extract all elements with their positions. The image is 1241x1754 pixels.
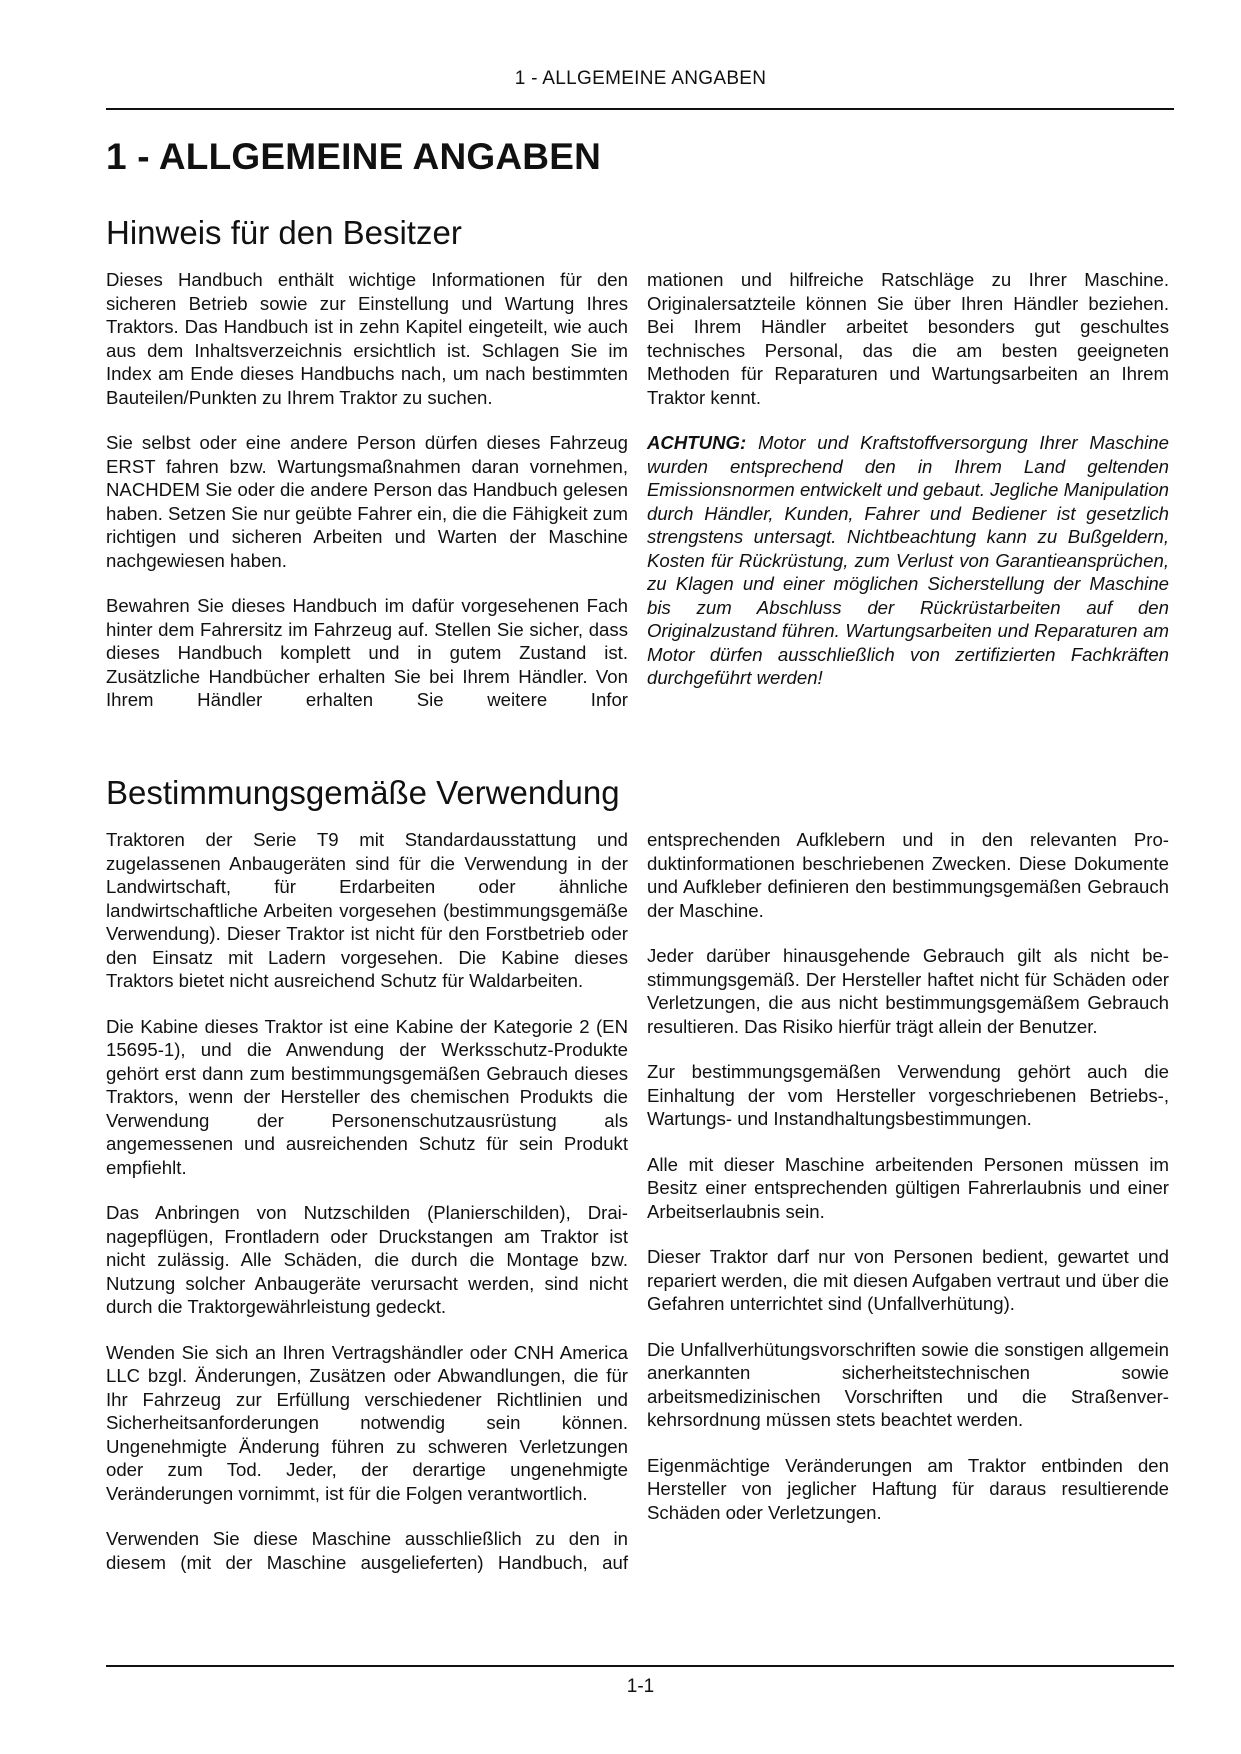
section-title-intended-use: Bestimmungsgemäße Verwendung <box>106 774 620 811</box>
warning-text: Motor und Kraftstoffversorgung Ihrer Maschine wurden entsprechend den in Ihrem Land geltenden Emissionsnormen entwickelt und gebaut. Jegliche Manipulation durch Händler, Kunden, Fahrer und Bediener ist gesetzlich strengstens untersagt. Nichtbeachtung kann zu Bußgeldern, Kosten für Rückrüstung, zum Verlust von Garantieansprüchen, zu Klagen und einer möglichen Sicherstellung der Maschine bis zum Abschluss der Rückrüstarbeiten auf den Originalzustand führen. Wartungsarbeiten und Reparaturen am Motor dürfen ausschließlich von zertifizierten Fachkräften durchgeführt werden! <box>647 432 1169 688</box>
paragraph: Alle mit dieser Maschine arbeitenden Personen müssen im Besitz einer entsprechenden gültigen Fahrerlaubnis und einer Arbeitserlaubnis sein. <box>647 1153 1169 1222</box>
paragraph: Eigenmächtige Veränderungen am Traktor entbinden den Hersteller von jeglicher Haftung für daraus resultierende Schäden oder Verletzungen. <box>647 1454 1169 1523</box>
page-number: 1-1 <box>626 1676 655 1697</box>
owner-notice-right-column <box>647 268 1169 712</box>
intended-use-right-column <box>647 828 1169 1546</box>
paragraph: Die Kabine dieses Traktor ist eine Kabine der Kategorie 2 (EN 15695-1), und die Anwendung der Werksschutz-Produkte gehört erst dann zum bestimmungsgemäßen Gebrauch dieses Traktors, wenn der Hersteller des chemischen Produkts die Verwendung der Personenschutzausrüstung als angemessenen und ausreichenden Schutz für sein Produkt empfiehlt. <box>106 1015 628 1178</box>
warning-label: ACHTUNG: <box>647 432 747 453</box>
intended-use-left-column <box>106 828 628 1596</box>
paragraph: Sie selbst oder eine andere Person dürfen dieses Fahrzeug ERST fahren bzw. Wartungsmaßnahmen daran vornehmen, NACHDEM Sie oder die andere Person das Handbuch gelesen haben. Setzen Sie nur geübte Fahrer ein, die die Fähigkeit zum richtigen und sicheren Arbeiten und Warten der Maschine nachgewiesen haben. <box>106 432 628 571</box>
paragraph: Dieses Handbuch enthält wichtige Informationen für den sicheren Betrieb sowie zur Einstellung und Wartung Ihres Traktors. Das Handbuch ist in zehn Kapitel eingeteilt, wie auch aus dem Inhaltsverzeichnis ersichtlich ist. Schlagen Sie im Index am Ende dieses Handbuchs nach, um nach bestimmten Bauteilen/Punkten zu Ihrem Traktor zu suchen. <box>106 269 628 408</box>
paragraph: Bewahren Sie dieses Handbuch im dafür vorgesehenen Fach hinter dem Fahrersitz im Fahrzeug auf. Stellen Sie sicher, dass dieses Handbuch komplett und in gutem Zustand ist. Zusätzliche Handbücher erhalten Sie bei Ihrem Händler. Von Ihrem Händler erhalten Sie weitere Infor <box>106 595 628 710</box>
paragraph: mationen und hilfreiche Ratschläge zu Ihrer Maschine. Originalersatzteile können Sie über Ihren Händler beziehen. Bei Ihrem Händler arbeitet besonders gut geschultes technisches Personal, das die am besten geeigneten Methoden für Reparaturen und Wartungsarbeiten an Ihrem Traktor kennt. <box>647 269 1169 408</box>
paragraph: Jeder darüber hinausgehende Gebrauch gilt als nicht bestimmungsgemäß. Der Hersteller haftet nicht für Schäden oder Verletzungen, die aus nicht bestimmungsgemäßem Gebrauch resultieren. Das Risiko hierfür trägt allein der Benutzer. <box>647 945 1169 1037</box>
owner-notice-left-column <box>106 268 628 734</box>
running-header: 1 - ALLGEMEINE ANGABEN <box>514 68 767 89</box>
paragraph: entsprechenden Aufklebern und in den relevanten Produktinformationen beschriebenen Zwecken. Diese Dokumente und Aufkleber definieren den bestimmungsgemäßen Gebrauch der Maschine. <box>647 829 1169 921</box>
paragraph: Dieser Traktor darf nur von Personen bedient, gewartet und repariert werden, die mit diesen Aufgaben vertraut und über die Gefahren unterrichtet sind (Unfallverhütung). <box>647 1246 1169 1314</box>
paragraph: Das Anbringen von Nutzschilden (Planierschilden), Drainagepflügen, Frontladern oder Druckstangen am Traktor ist nicht zulässig. Alle Schäden, die durch die Montage bzw. Nutzung solcher Anbaugeräte verursacht werden, sind nicht durch die Traktorgewährleistung gedeckt. <box>106 1202 628 1317</box>
paragraph: Zur bestimmungsgemäßen Verwendung gehört auch die Einhaltung der vom Hersteller vorgeschriebenen Betriebs-, Wartungs- und Instandhaltungsbestimmungen. <box>647 1061 1169 1129</box>
chapter-title: 1 - ALLGEMEINE ANGABEN <box>106 136 602 177</box>
paragraph: Verwenden Sie diese Maschine ausschließlich zu den in diesem (mit der Maschine ausgelieferten) Handbuch, auf <box>106 1528 628 1573</box>
paragraph: Wenden Sie sich an Ihren Vertragshändler oder CNH America LLC bzgl. Änderungen, Zusätzen oder Abwandlungen, die für Ihr Fahrzeug zur Erfüllung verschiedener Richtlinien und Sicherheitsanforderungen notwendig sein können. Ungenehmigte Änderung führen zu schweren Verletzungen oder zum Tod. Jeder, der derartige ungenehmigte Veränderungen vornimmt, ist für die Folgen verantwortlich. <box>106 1341 628 1504</box>
paragraph: Die Unfallverhütungsvorschriften sowie die sonstigen allgemein anerkannten sicherheitstechnischen sowie arbeitsmedizinischen Vorschriften und die Straßenverkehrsordnung müssen stets beachtet werden. <box>647 1338 1169 1430</box>
warning-notice <box>647 431 1169 690</box>
paragraph: Traktoren der Serie T9 mit Standardausstattung und zugelassenen Anbaugeräten sind für die Verwendung in der Landwirtschaft, für Erdarbeiten oder ähnliche landwirtschaftliche Arbeiten vorgesehen (bestimmungsgemäße Verwendung). Dieser Traktor ist nicht für den Forstbetrieb oder den Einsatz mit Ladern vorgesehen. Die Kabine dieses Traktors bietet nicht ausreichend Schutz für Waldarbeiten. <box>106 829 628 991</box>
section-title-owner-notice: Hinweis für den Besitzer <box>106 214 462 251</box>
footer-rule <box>106 1665 1174 1667</box>
header-rule <box>106 108 1174 110</box>
